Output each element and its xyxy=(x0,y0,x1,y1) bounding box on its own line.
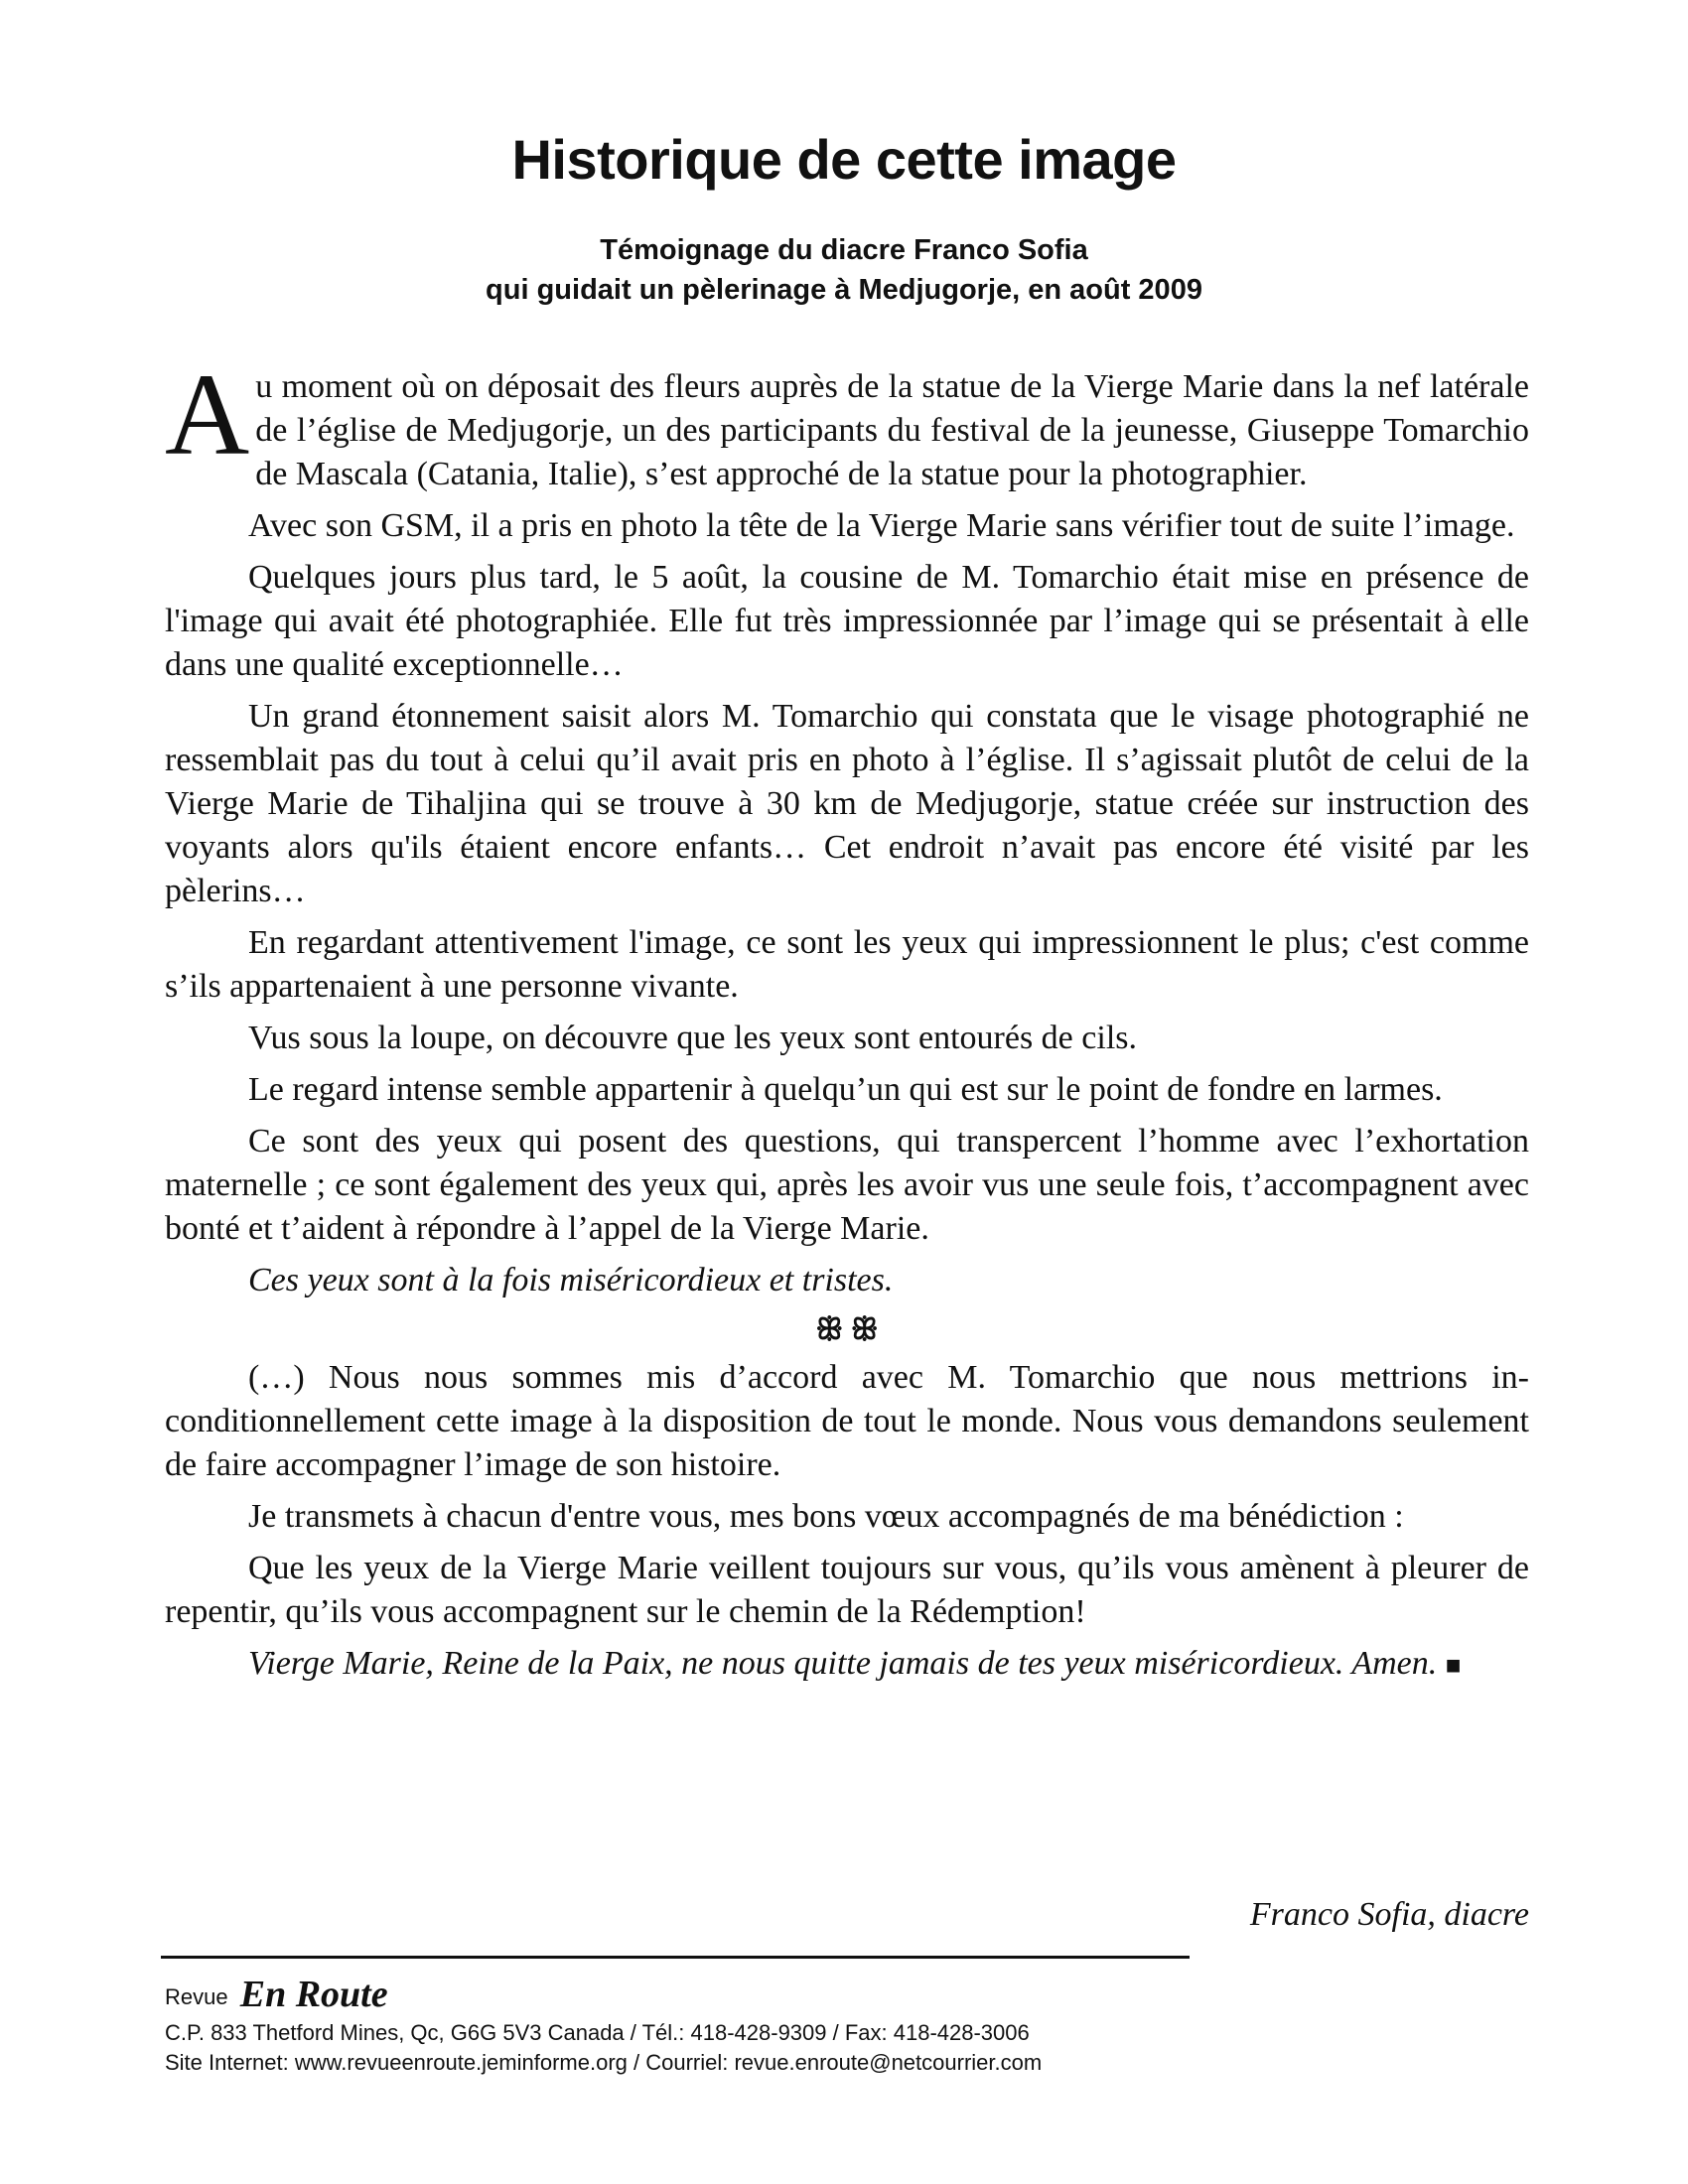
subtitle-line-1: Témoignage du diacre Franco Sofia xyxy=(600,234,1088,266)
paragraph-1 xyxy=(165,349,1529,496)
closing-prayer: Vierge Marie, Reine de la Paix, ne nous quitte jamais de tes yeux miséricordieux. Amen. xyxy=(248,1645,1438,1682)
footer-brand-line xyxy=(165,1974,1042,2018)
subtitle xyxy=(0,230,1688,310)
paragraph-12: Que les yeux de la Vierge Marie veillent toujours sur vous, qu’ils vous amènent à pleurer de repentir, qu’ils vous accompagnent sur le chemin de la Rédemption! xyxy=(165,1550,1529,1630)
paragraph-3: Quelques jours plus tard, le 5 août, la cousine de M. Tomarchio était mise en présence de l'image qui avait été photographiée. Elle fut très impressionnée par l’image qui se présentait à elle dans une qualité exceptionnelle… xyxy=(165,559,1529,683)
paragraph-1-text: u moment où on déposait des fleurs auprès de la statue de la Vierge Marie dans la nef latérale de l’église de Medjugorje, un des participants du festival de la jeunesse, Giuseppe Tomarchio de Mascala (Catania, Italie), s’est approché de la statue pour la photographier. xyxy=(255,368,1529,492)
footer-prefix: Revue xyxy=(165,1984,228,2009)
section-ornament-icon: ꕥ ꕥ xyxy=(815,1313,879,1346)
footer-divider xyxy=(161,1956,1190,1959)
page-title: Historique de cette image xyxy=(511,128,1177,191)
footer-address: C.P. 833 Thetford Mines, Qc, G6G 5V3 Canada / Tél.: 418-428-9309 / Fax: 418-428-3006 xyxy=(165,2020,1030,2045)
paragraph-5: En regardant attentivement l'image, ce sont les yeux qui impressionnent le plus; c'est comme s’ils appartenaient à une personne vivante. xyxy=(165,924,1529,1005)
article-body xyxy=(165,349,1529,1696)
paragraph-13 xyxy=(165,1642,1529,1688)
paragraph-11: Je transmets à chacun d'entre vous, mes bons vœux accompagnés de ma bénédiction : xyxy=(248,1498,1404,1535)
drop-cap: A xyxy=(165,349,250,479)
paragraph-9: Ces yeux sont à la fois miséricordieux et tristes. xyxy=(248,1262,894,1298)
paragraph-7: Le regard intense semble appartenir à quelqu’un qui est sur le point de fondre en larmes. xyxy=(248,1071,1443,1108)
paragraph-10: (…) Nous nous sommes mis d’accord avec M. Tomarchio que nous mettrions inconditionnellement cette image à la disposition de tout le monde. Nous vous demandons seulement de faire accompagner l’image de son histoire. xyxy=(165,1359,1529,1483)
footer xyxy=(165,1974,1042,2078)
signature: Franco Sofia, diacre xyxy=(1249,1896,1529,1933)
paragraph-6: Vus sous la loupe, on découvre que les yeux sont entourés de cils. xyxy=(248,1020,1137,1056)
subtitle-line-2: qui guidait un pèlerinage à Medjugorje, en août 2009 xyxy=(486,274,1202,306)
paragraph-2: Avec son GSM, il a pris en photo la tête de la Vierge Marie sans vérifier tout de suite l’image. xyxy=(248,507,1515,544)
end-mark-icon: ■ xyxy=(1445,1651,1462,1680)
paragraph-4: Un grand étonnement saisit alors M. Tomarchio qui constata que le visage photographié ne ressemblait pas du tout à celui qu’il avait pris en photo à l’église. Il s’agissait plutôt de celui de la Vierge Marie de Tihaljina qui se trouve à 30 km de Medjugorje, statue créée sur instruction des voyants alors qu'ils étaient encore enfants… Cet endroit n’avait pas encore été visité par les pèlerins… xyxy=(165,698,1529,909)
paragraph-8: Ce sont des yeux qui posent des questions, qui transpercent l’homme avec l’exhortation maternelle ; ce sont également des yeux qui, après les avoir vus une seule fois, t’accompagnent avec bonté et t’aident à répondre à l’appel de la Vierge Marie. xyxy=(165,1123,1529,1247)
magazine-logo: En Route xyxy=(239,1974,388,2015)
footer-web: Site Internet: www.revueenroute.jeminforme.org / Courriel: revue.enroute@netcourrier.com xyxy=(165,2050,1043,2075)
